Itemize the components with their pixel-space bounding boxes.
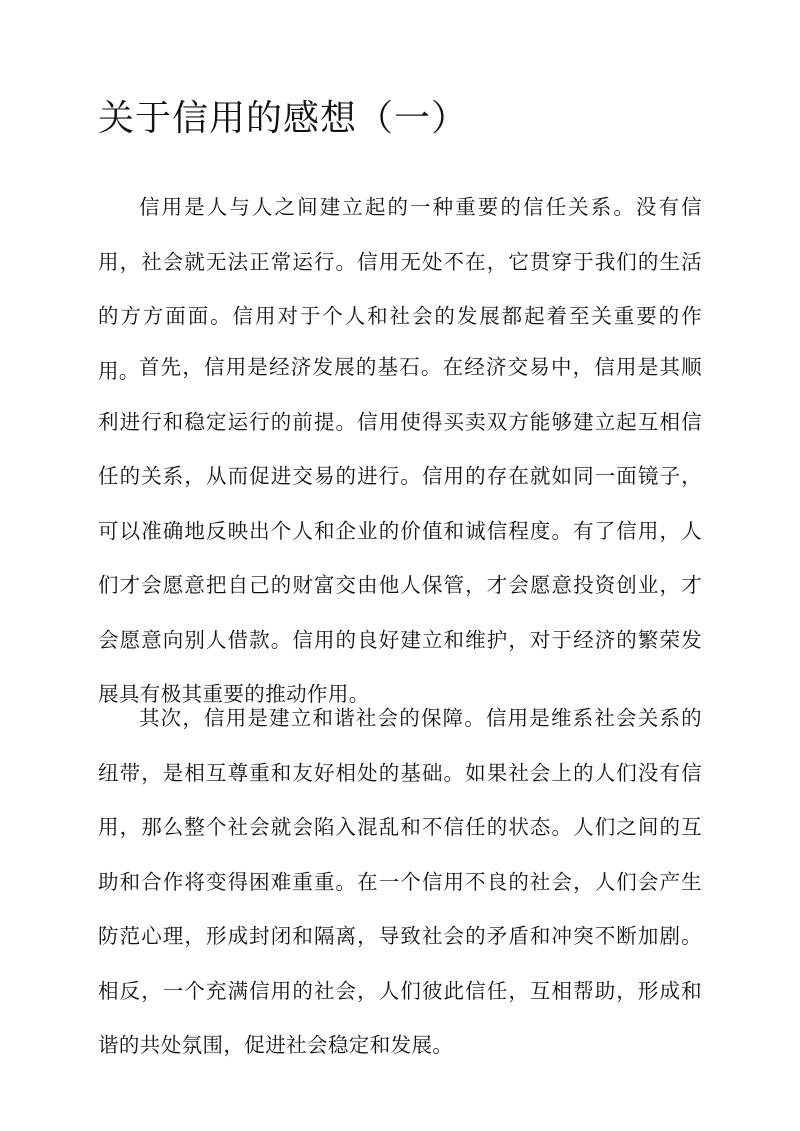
- document-title: 关于信用的感想（一）: [98, 98, 469, 139]
- paragraph-3: 其次，信用是建立和谐社会的保障。信用是维系社会关系的纽带，是相互尊重和友好相处的基础。如果社会上的人们没有信用，那么整个社会就会陷入混乱和不信任的状态。人们之间的互助和合作将变得困难重重。在一个信用不良的社会，人们会产生防范心理，形成封闭和隔离，导致社会的矛盾和冲突不断加剧。相反，一个充满信用的社会，人们彼此信任，互相帮助，形成和谐的共处氛围，促进社会稳定和发展。: [98, 706, 702, 1057]
- paragraph-1: 信用是人与人之间建立起的一种重要的信任关系。没有信用，社会就无法正常运行。信用无处不在，它贯穿于我们的生活的方方面面。信用对于个人和社会的发展都起着至关重要的作用。: [98, 195, 702, 383]
- paragraph-2: 首先，信用是经济发展的基石。在经济交易中，信用是其顺利进行和稳定运行的前提。信用使得买卖双方能够建立起互相信任的关系，从而促进交易的进行。信用的存在就如同一面镜子，可以准确地反映出个人和企业的价值和诚信程度。有了信用，人们才会愿意把自己的财富交由他人保管，才会愿意投资创业，才会愿意向别人借款。信用的良好建立和维护，对于经济的繁荣发展具有极其重要的推动作用。: [98, 355, 702, 706]
